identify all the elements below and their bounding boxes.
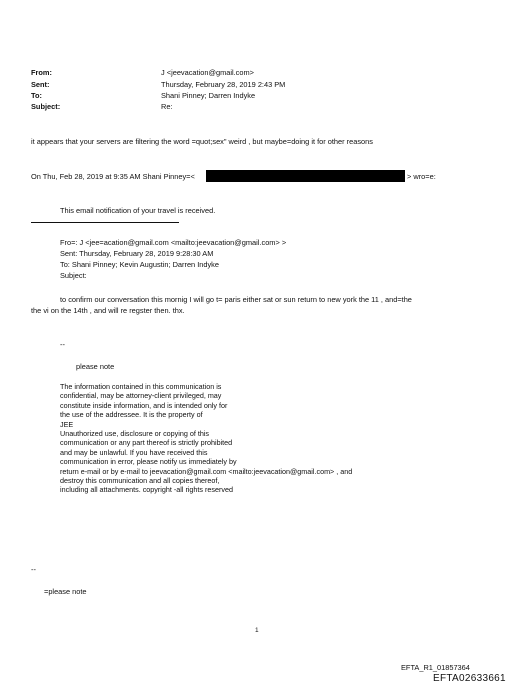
disclaimer-line: Unauthorized use, disclosure or copying of this xyxy=(60,429,210,439)
orig-from: Fro=: J <jee=acation@gmail.com <mailto:jeevacation@gmail.com> > xyxy=(60,238,287,247)
sent-label: Sent: xyxy=(31,80,50,89)
page-number: 1 xyxy=(255,627,259,634)
signature-dashes-2: -- xyxy=(31,565,36,574)
quote-header-end: > wro=e: xyxy=(407,172,436,181)
disclaimer-line: communication in error, please notify us immediately by xyxy=(60,457,237,467)
from-value: J <jeevacation@gmail.com> xyxy=(161,68,254,77)
disclaimer-line: the use of the addressee. It is the property of xyxy=(60,410,203,420)
signature-dashes: -- xyxy=(60,340,65,349)
orig-sent: Sent: Thursday, February 28, 2019 9:28:30 AM xyxy=(60,249,214,258)
to-label: To: xyxy=(31,91,42,100)
disclaimer-line: return e-mail or by e-mail to jeevacation@gmail.com <mailto:jeevacation@gmail.com> , and xyxy=(60,466,353,476)
disclaimer-line: JEE xyxy=(60,419,74,429)
redaction-box xyxy=(206,170,405,182)
to-value: Shani Pinney; Darren Indyke xyxy=(161,91,256,100)
disclaimer-line: and may be unlawful. If you have received this xyxy=(60,447,208,457)
please-note: please note xyxy=(76,362,115,371)
please-note-2: =please note xyxy=(44,587,87,596)
subject-label: Subject: xyxy=(31,102,61,111)
bates-ref-1: EFTA_R1_01857364 xyxy=(401,663,470,672)
disclaimer-line: destroy this communication and all copies thereof, xyxy=(60,476,220,486)
orig-subject: Subject: xyxy=(60,271,87,280)
disclaimer-line: constitute inside information, and is intended only for xyxy=(60,400,228,410)
disclaimer-line: communication or any part thereof is strictly prohibited xyxy=(60,438,233,448)
separator-line xyxy=(31,222,179,223)
bates-ref-2: EFTA02633661 xyxy=(433,673,506,684)
sent-value: Thursday, February 28, 2019 2:43 PM xyxy=(161,80,286,89)
notification-text: This email notification of your travel is received. xyxy=(60,206,216,215)
from-label: From: xyxy=(31,68,52,77)
orig-to: To: Shani Pinney; Kevin Augustin; Darren Indyke xyxy=(60,260,219,269)
reply-text: it appears that your servers are filtering the word =quot;sex" weird , but maybe=doing it for other reasons xyxy=(31,137,373,146)
message-line-2: the vi on the 14th , and will re regster then. thx. xyxy=(31,306,185,315)
subject-value: Re: xyxy=(161,102,173,111)
disclaimer-line: including all attachments. copyright -all rights reserved xyxy=(60,485,233,495)
quote-header-start: On Thu, Feb 28, 2019 at 9:35 AM Shani Pinney=< xyxy=(31,172,195,181)
disclaimer-line: confidential, may be attorney-client privileged, may xyxy=(60,391,222,401)
disclaimer-line: The information contained in this communication is xyxy=(60,382,222,391)
disclaimer-block xyxy=(60,382,352,495)
message-line-1: to confirm our conversation this mornig I will go t= paris either sat or sun return to new york the 11 , and=the xyxy=(60,295,412,304)
